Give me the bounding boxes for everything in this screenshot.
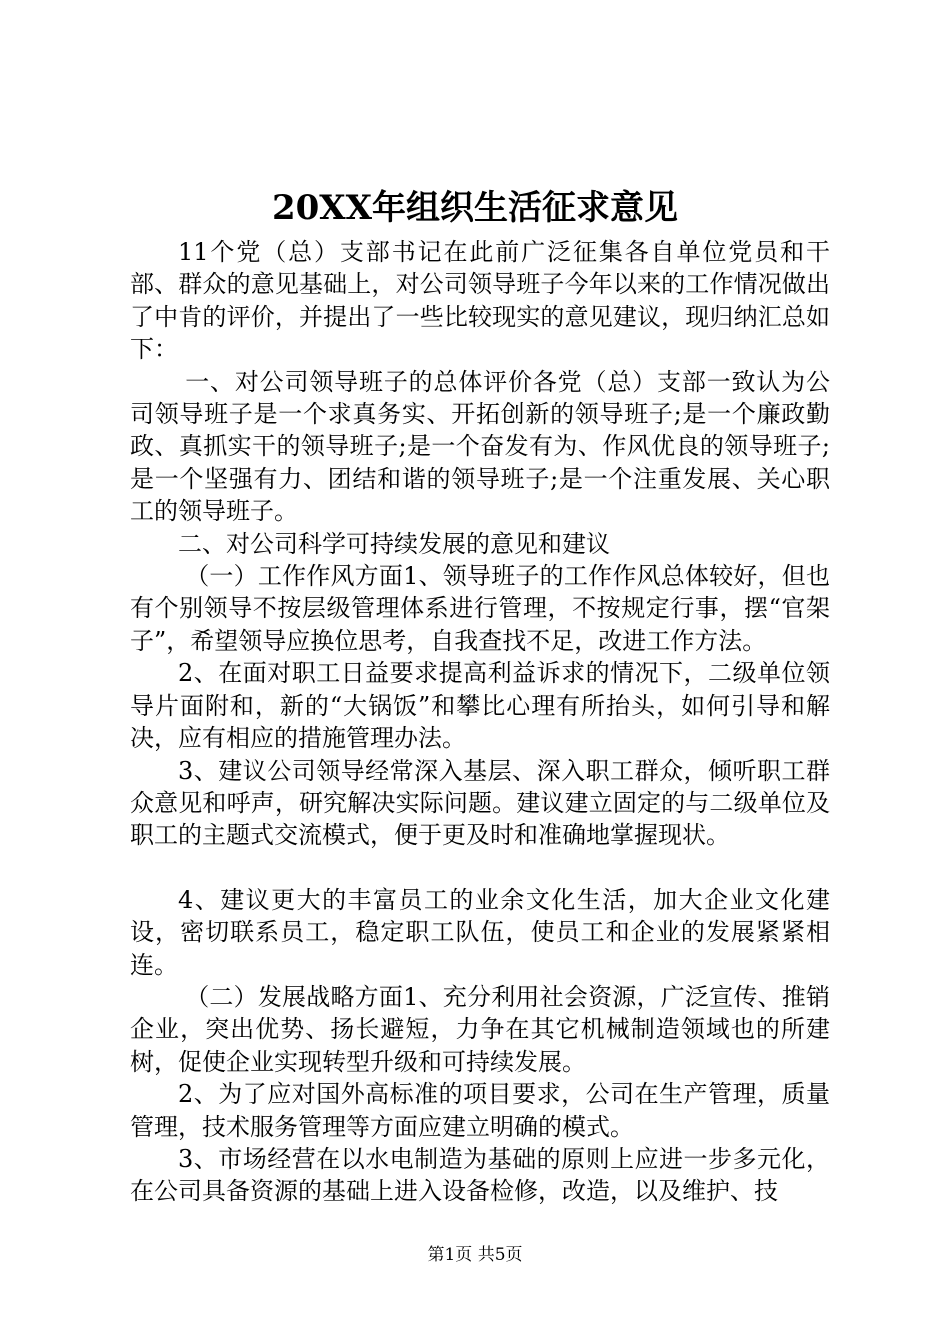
page-number-footer: 第1页 共5页 — [427, 1245, 523, 1265]
paragraph-item-3b: 3、市场经营在以水电制造为基础的原则上应进一步多元化，在公司具备资源的基础上进入设备检修，改造，以及维护、技 — [130, 1144, 830, 1206]
paragraph-subsection-2: （二）发展战略方面1、充分利用社会资源，广泛宣传、推销企业，突出优势、扬长避短，力争在其它机械制造领域也的所建树，促使企业实现转型升级和可持续发展。 — [130, 982, 830, 1076]
paragraph-intro: 11个党（总）支部书记在此前广泛征集各自单位党员和干部、群众的意见基础上，对公司领导班子今年以来的工作情况做出了中肯的评价，并提出了一些比较现实的意见建议，现归纳汇总如下： — [130, 238, 830, 364]
paragraph-subsection-1: （一）工作作风方面1、领导班子的工作作风总体较好，但也有个别领导不按层级管理体系进行管理，不按规定行事，摆“官架子”，希望领导应换位思考，自我查找不足，改进工作方法。 — [130, 562, 830, 655]
paragraph-item-2b: 2、为了应对国外高标准的项目要求，公司在生产管理，质量管理，技术服务管理等方面应建立明确的模式。 — [130, 1080, 830, 1141]
document-title: 20XX年组织生活征求意见 — [271, 188, 679, 228]
paragraph-item-3: 3、建议公司领导经常深入基层、深入职工群众，倾听职工群众意见和呼声，研究解决实际问题。建议建立固定的与二级单位及职工的主题式交流模式，便于更及时和准确地掌握现状。 — [130, 756, 830, 850]
paragraph-item-2: 2、在面对职工日益要求提高利益诉求的情况下，二级单位领导片面附和，新的“大锅饭”和攀比心理有所抬头，如何引导和解决，应有相应的措施管理办法。 — [130, 659, 830, 753]
document-body — [130, 236, 830, 1208]
paragraph-section-2-heading: 二、对公司科学可持续发展的意见和建议 — [178, 529, 610, 558]
paragraph-section-1: 一、对公司领导班子的总体评价各党（总）支部一致认为公司领导班子是一个求真务实、开拓创新的领导班子;是一个廉政勤政、真抓实干的领导班子;是一个奋发有为、作风优良的领导班子;是一个坚强有力、团结和谐的领导班子;是一个注重发展、关心职工的领导班子。 — [130, 367, 830, 526]
paragraph-item-4: 4、建议更大的丰富员工的业余文化生活，加大企业文化建设，密切联系员工，稳定职工队伍，使员工和企业的发展紧紧相连。 — [130, 885, 830, 979]
